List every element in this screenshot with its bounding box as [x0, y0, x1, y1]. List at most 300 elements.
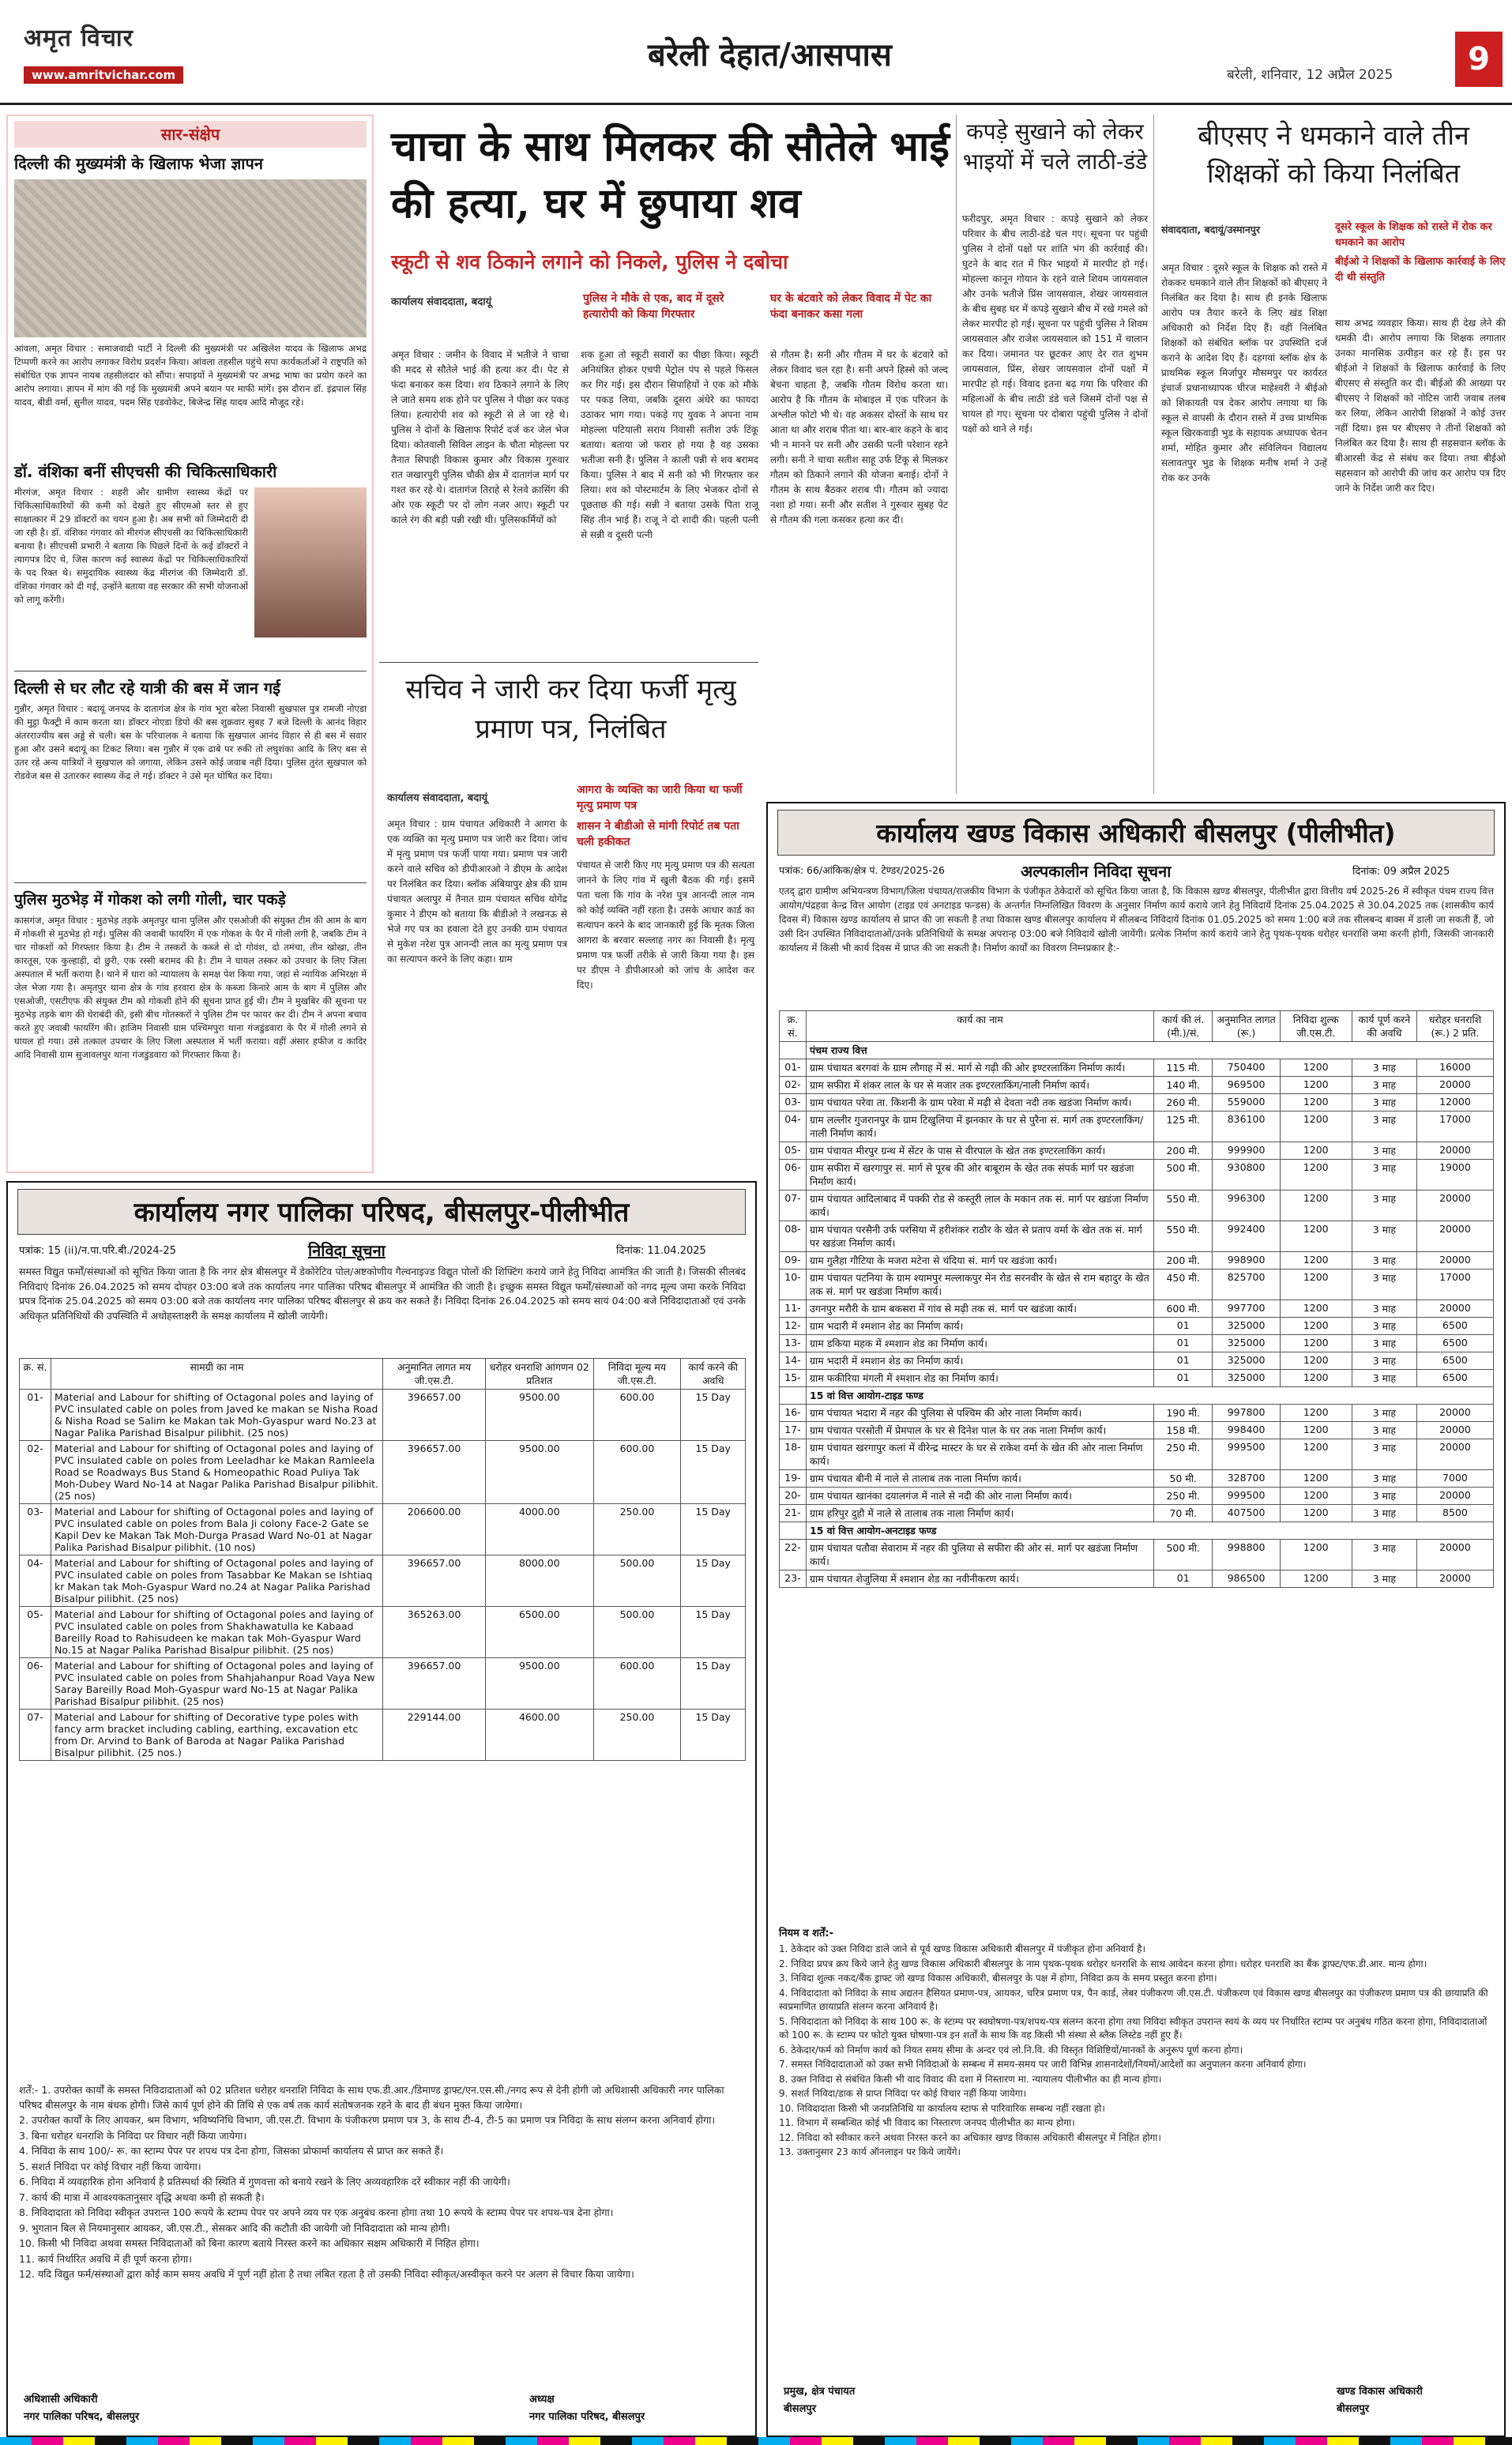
table-cell: 1200: [1280, 1488, 1352, 1505]
table-cell: 07-: [20, 1710, 51, 1761]
table-cell: 11-: [780, 1300, 807, 1318]
table-cell: 325000: [1213, 1370, 1280, 1387]
table-cell: ग्राम पंचायत पटनिया के ग्राम श्यामपुर मल्लाकपुर मेन रोड सरनवीर के खेत से राम बहादुर के खेत तक सं. मार्ग पर खडंजा निर्माण कार्य।: [807, 1270, 1154, 1300]
table-cell: 21-: [780, 1505, 807, 1522]
kapde-body: फरीदपुर, अमृत विचार : कपड़े सुखाने को लेकर परिवार के बीच लाठी-डंडे चल गए। सूचना पर पहुंची पुलिस ने दोनों पक्षों पर शांति भंग की कार्रवाई की। घुटने के बाद रात में फिर भाइयों में मारपीट हो गई। मोहल्ला कानून गोयान के रहने वाले शिवम जायसवाल और उनके भतीजे प्रिंस जायसवाल, शेखर जायसवाल के बीच सुबह घर में कपड़े सुखाने बीच में रखे गमले को लेकर मारपीट हो गई। सूचना पर पहुंची पुलिस ने शिवम जायसवाल और राजेश जायसवाल को 151 में चालान कर दिया। जमानत पर छूटकर आए देर रात शुभम जायसवाल, प्रिंस, शेखर जायसवाल दोनों पक्षों में मारपीट हो गई। विवाद इतना बढ़ गया कि परिवार की महिलाओं के बीच लाठी डंडे चले जिसमें दोनों पक्ष से घायल हो गए। सूचना पर दोबारा पहुंची पुलिस ने दोनों पक्षों को थाने ले गई।: [962, 213, 1148, 434]
page-number: 9: [1455, 32, 1503, 87]
table-cell: 1200: [1280, 1505, 1352, 1522]
brief-1-body: आंवला, अमृत विचार : समाजवादी पार्टी ने दिल्ली की मुख्यमंत्री पर अखिलेश यादव के खिलाफ अभद्र टिप्पणी करने का आरोप लगाकर विरोध प्रदर्शन किया। आंवला तहसील पहुंचे सपा कार्यकर्ताओं ने राष्ट्रपति को संबोधित एक ज्ञापन नायब तहसीलदार को सौंपा। सपाइयों ने मुख्यमंत्री पर अभद्र भाषा का प्रयोग करने का आरोप लगाया। ज्ञापन में मांग की गई कि मुख्यमंत्री अपने बयान पर माफी मांगें। इस दौरान डॉ. इंद्रपाल सिंह यादव, बीडी वर्मा, सुनील यादव, पदम सिंह एडवोकेट, बिजेन्द्र सिंह यादव आदि मौजूद रहे।: [14, 343, 367, 408]
table-cell: 1200: [1280, 1405, 1352, 1422]
np-title: निविदा सूचना: [308, 1241, 386, 1260]
column-divider: [1153, 115, 1154, 794]
table-cell: 6500.00: [486, 1607, 593, 1658]
bdo-table-row: [780, 1112, 1494, 1142]
main-headline-text: चाचा के साथ मिलकर की सौतेले भाई की हत्या, घर में छुपाया शव: [391, 122, 950, 228]
table-cell: ग्राम भदारी में श्मशान शेड का निर्माण कार्य।: [807, 1318, 1154, 1335]
table-cell: 18-: [780, 1439, 807, 1470]
table-cell: 16-: [780, 1405, 807, 1422]
table-cell: 450 मी.: [1154, 1270, 1213, 1300]
sachiv-col-2: पंचायत से जारी किए गए मृत्यु प्रमाण पत्र की सत्यता जानने के लिए गांव में खुली बैठक की गई। इसमें पता चला कि गांव के नरेश पुत्र आनन्दी लाल नाम को कोई व्यक्ति नहीं रहता है। उसके आधार कार्ड का सत्यापन करने के बाद जानकारी हुई कि मृतक जिला आगरा के बरवार सल्लाह नगर का निवासी है। मृत्यु प्रमाण पत्र फर्जी तरीके से जारी किया गया है। इस पर डीएम ने डीपीआरओ को जांच के आदेश कर दिए।: [577, 860, 754, 991]
np-date: दिनांक: 11.04.2025: [616, 1245, 706, 1257]
brand-url[interactable]: www.amritvichar.com: [24, 66, 183, 84]
table-cell: 04-: [20, 1555, 51, 1607]
table-cell: ग्राम हरिपुर दुहौ में नाले से तालाब तक नाला निर्माण कार्य।: [807, 1505, 1154, 1522]
table-cell: 06-: [780, 1160, 807, 1191]
condition-item: 5. निविदादाता को निविदा के साथ 100 रू. के स्टाम्प पर स्वघोषणा-पत्र/शपथ-पत्र संलग्न करना होगा तथा निविदा स्वीकृत उपरान्त स्वयं के व्यय पर निर्धारित स्टाम्प पर अनुबंध गठित करना होगा, निविदादाताओं को 100 रू. के स्टाम्प पर फोटो युक्त घोषणा-पत्र इन शर्तों के साथ कि वह किसी भी संस्था से ब्लैक लिस्टेड नहीं हुए हैं।: [779, 2015, 1488, 2041]
np-th-fee: निविदा मूल्य मय जी.एस.टी.: [593, 1359, 681, 1390]
table-cell: 250 मी.: [1154, 1439, 1213, 1470]
np-intro: समस्त विद्युत फर्मों/संस्थाओं को सूचित किया जाता है कि नगर क्षेत्र बीसलपुर में डेकोरेटिव पोल/अष्टकोणीय गैल्वनाइज्ड विद्युत पोलों की शिफ्टिंग कराये जाने हेतु निविदा आमंत्रित की जाती है। जिसकी सीलबंद निविदाएं दिनांक 26.04.2025 को समय दोपहर 03:00 बजे तक कार्यालय नगर पालिका परिषद बीसलपुर में आमंत्रित की जाती है। इच्छुक समस्त विद्युत फर्मों/संस्थाओं को नगद मूल्य जमा करके निविदा प्रपत्र दिनांक 25.04.2025 को समय 03:00 बजे तक कार्यालय नगर पालिका परिषद बीसलपुर से क्रय कर सकते हैं। निविदा दिनांक 26.04.2025 को समय सायं 04:00 बजे निविदादाताओं एवं उनके अधिकृत प्रतिनिधियों की उपस्थिति में अधोहस्ताक्षरी के समक्ष कार्यालय में खोली जायेगी।: [19, 1266, 746, 1322]
bdo-table-row: [780, 1094, 1494, 1112]
table-group-row: [780, 1042, 1494, 1059]
table-cell: 6500: [1416, 1370, 1493, 1387]
dateline: बरेली, शनिवार, 12 अप्रैल 2025: [1227, 67, 1394, 83]
sachiv-highlight-1: आगरा के व्यक्ति का जारी किया था फर्जी मृत्यु प्रमाण पत्र: [577, 784, 743, 812]
table-cell: 407500: [1213, 1505, 1280, 1522]
table-cell: 20000: [1416, 1252, 1493, 1270]
bdo-sign-left-office: बीसलपुर: [784, 2403, 817, 2415]
bdo-patrank: पत्रांक: 66/आंकिक/क्षेत्र पं. टेण्डर/2025-26: [779, 864, 945, 876]
table-cell: 05-: [20, 1607, 51, 1658]
nagar-palika-tender-notice: [6, 1181, 757, 2437]
masthead-rule: [0, 103, 1512, 105]
brief-2-body: मीरगंज, अमृत विचार : शहरी और ग्रामीण स्वास्थ्य केंद्रों पर चिकित्साधिकारियों की कमी को देखते हुए सीएमओ स्तर से हुए साक्षात्कार में 29 डॉक्टरों का चयन हुआ है। अब सभी को जिम्मेदारी दी जा रही है। डॉ. वंशिका गंगवार को मीरगंज सीएचसी का चिकित्साधिकारी बनाया है। सीएचसी प्रभारी ने बताया कि पिछले दिनों के कई डॉक्टरों ने त्यागपत्र दिए थे, जिस कारण कई स्वास्थ्य केंद्रों पर चिकित्साधिकारियों के पद रिक्त थे। समुदायिक स्वास्थ्य केंद्र मीरगंज की जिम्मेदारी डॉ. वंशिका गंगवार को दी गई, उन्होंने बताया वह सरकार की सभी योजनाओं को लागू करेंगी।: [14, 487, 248, 605]
table-cell: 825700: [1213, 1270, 1280, 1300]
table-cell: ग्राम पंचायत परेवा ता. किशनी के ग्राम परेवा में मढ़ी से देवता नदी तक खडंजा निर्माण कार्य।: [807, 1094, 1154, 1112]
np-th-emd: धरोहर धनराशि आंगणन 02 प्रतिशत: [486, 1359, 593, 1390]
table-cell: 200 मी.: [1154, 1142, 1213, 1160]
table-cell: 992400: [1213, 1221, 1280, 1252]
table-cell: 365263.00: [383, 1607, 486, 1658]
bdo-table-row: [780, 1405, 1494, 1422]
table-cell: 836100: [1213, 1112, 1280, 1142]
table-cell: 4000.00: [486, 1504, 593, 1555]
section-title: बरेली देहात/आसपास: [648, 36, 892, 73]
table-cell: 22-: [780, 1540, 807, 1570]
table-cell: [780, 1042, 807, 1059]
condition-item: 9. भुगतान बिल से नियमानुसार आयकर, जी.एस.टी., सेसकर आदि की कटौती की जायेगी जो निविदादाता को मान्य होगी।: [19, 2221, 450, 2234]
table-cell: 15-: [780, 1370, 807, 1387]
table-cell: ग्राम भदारी में श्मशान शेड का निर्माण कार्य।: [807, 1352, 1154, 1370]
table-cell: 200 मी.: [1154, 1252, 1213, 1270]
bdo-table-row: [780, 1252, 1494, 1270]
table-cell: 500.00: [593, 1555, 681, 1607]
table-cell: 600.00: [593, 1441, 681, 1504]
condition-item: 13. उक्तानुसार 23 कार्य ऑनलाइन पर किये जायेंगे।: [779, 2146, 961, 2157]
table-cell: 20000: [1416, 1142, 1493, 1160]
table-cell: 969500: [1213, 1077, 1280, 1094]
table-cell: 3 माह: [1352, 1270, 1416, 1300]
table-cell: 3 माह: [1352, 1488, 1416, 1505]
table-cell: 17000: [1416, 1270, 1493, 1300]
table-cell: 20000: [1416, 1300, 1493, 1318]
protest-group-photo: [14, 179, 367, 337]
table-cell: 13-: [780, 1335, 807, 1352]
bdo-table-row: [780, 1318, 1494, 1335]
table-cell: Material and Labour for shifting of Octagonal poles and laying of PVC insulated cable on poles from Javed ke makan se Nisha Road & Nisha Road se Salim ke Makan tak Moh-Gyaspur ward No.23 at Nagar Palika Parishad Bisalpur pilibhit. (25 nos): [51, 1390, 383, 1441]
table-cell: 500 मी.: [1154, 1540, 1213, 1570]
table-cell: Material and Labour for shifting of Decorative type poles with fancy arm bracket including cabling, earthing, excavation etc from Dr. Arvind to Bank of Baroda at Nagar Palika Parishad Bisalpur pilibhit. (25 nos.): [51, 1710, 383, 1761]
table-cell: 396657.00: [383, 1555, 486, 1607]
np-sign-left-office: नगर पालिका परिषद, बीसलपुर: [24, 2411, 140, 2423]
np-table-row: [20, 1658, 746, 1710]
table-cell: 140 मी.: [1154, 1077, 1213, 1094]
table-cell: Material and Labour for shifting of Octagonal poles and laying of PVC insulated cable on poles from Tasabbar Ke Makan se Ishtiaq kr Makan tak Moh-Gyaspur Ward no.24 at Nagar Palika Parishad Bisalpur pilibhit. (25 nos): [51, 1555, 383, 1607]
bdo-table-row: [780, 1505, 1494, 1522]
table-cell: 9500.00: [486, 1390, 593, 1441]
table-cell: 3 माह: [1352, 1221, 1416, 1252]
bdo-table-row: [780, 1335, 1494, 1352]
table-cell: 3 माह: [1352, 1300, 1416, 1318]
bdo-date: दिनांक: 09 अप्रैल 2025: [1352, 866, 1450, 878]
table-cell: ग्राम पंचायत मीरपुर ग्रन्थ में सेंटर के पास से वीरपाल के खेत तक इण्टरलाकिंग कार्य।: [807, 1142, 1154, 1160]
table-cell: 15 Day: [681, 1658, 746, 1710]
bdo-table-header-row: [780, 1011, 1494, 1042]
table-cell: 3 माह: [1352, 1439, 1416, 1470]
table-cell: 20000: [1416, 1540, 1493, 1570]
main-subhead: स्कूटी से शव ठिकाने लगाने को निकले, पुलिस ने दबोचा: [391, 250, 788, 273]
table-cell: 08-: [780, 1221, 807, 1252]
bdo-intro: एतद् द्वारा ग्रामीण अभियन्त्रण विभाग/जिला पंचायत/राजकीय विभाग के पंजीकृत ठेकेदारों को सूचित किया जाता है, कि विकास खण्ड बीसलपुर, पीलीभीत द्वारा वित्तीय वर्ष 2025-26 में स्वीकृत पंचम राज्य वित्त आयोग/पंद्रहवा केन्द्र वित्त आयोग (टाइड एवं अनटाइड फन्डस) के अन्तर्गत निम्नलिखित विवरण के अनुसार निर्माण कार्य कराये जाने हेतु निविदायें दिनांक 25.04.2025 से 30.04.2025 तक (शासकीय कार्य दिवस में) विकास खण्ड कार्यालय से प्राप्त की जा सकती है तथा विकास खण्ड बीसलपुर कार्यालय में सीलबन्द निविदायें दिनांक 01.05.2025 को समय 1:00 बजे तक सीलबन्द बाक्स में डाली जा सकती हैं, जो उसी दिन उपस्थित निविदादाताओं/उनके प्रतिनिधियों के समक्ष अपरान्ह 03:00 बजे निविदायें खोली जायेंगी। प्रत्येक निर्माण कार्य कराये जाने हेतु पृथक-पृथक धरोहर धनराशि जमा करनी होगी, जिसकी जानकारी कार्यालय में किसी भी कार्य दिवस में प्राप्त की जा सकती है। निर्माण कार्यों का विवरण निम्नप्रकार है:-: [779, 886, 1494, 954]
np-table-row: [20, 1607, 746, 1658]
table-cell: ग्राम सफीरा में खरगापुर सं. मार्ग से पूरब की ओर बाबूराम के खेत तक संपर्क मार्ग पर खडंजा निर्माण कार्य।: [807, 1160, 1154, 1191]
table-cell: 600.00: [593, 1390, 681, 1441]
condition-item: 2. निविदा प्रपत्र क्रय किये जाने हेतु खण्ड विकास अधिकारी बीसलपुर के नाम पृथक-पृथक धरोहर धनराशि के साथ आवेदन करना होगा। धरोहर धनराशि का बैंक ड्राफ्ट/एफ.डी.आर. मान्य होगा।: [779, 1958, 1427, 1969]
table-cell: ग्राम पंचायत परसोती में प्रेमपाल के घर से दिनेश पाल के घर तक नाला निर्माण कार्य।: [807, 1422, 1154, 1439]
table-cell: 8000.00: [486, 1555, 593, 1607]
column-divider: [956, 115, 957, 794]
table-cell: 3 माह: [1352, 1160, 1416, 1191]
table-cell: ग्राम लल्लीर गुजरानपुर के ग्राम टिखुलिया में झनकार के घर से पुरैना सं. मार्ग तक इण्टरलाकिंग/नाली निर्माण कार्य।: [807, 1112, 1154, 1142]
bdo-table-row: [780, 1422, 1494, 1439]
table-cell: 03-: [20, 1504, 51, 1555]
table-cell: ग्राम फकीरिया मंगली में श्मशान शेड का निर्माण कार्य।: [807, 1370, 1154, 1387]
table-cell: 1200: [1280, 1300, 1352, 1318]
bdo-table-row: [780, 1352, 1494, 1370]
table-cell: 1200: [1280, 1252, 1352, 1270]
table-cell: 20000: [1416, 1570, 1493, 1588]
table-cell: 6500: [1416, 1318, 1493, 1335]
bdo-table-row: [780, 1370, 1494, 1387]
table-cell: 998800: [1213, 1540, 1280, 1570]
masthead: [0, 0, 1512, 101]
table-cell: 7000: [1416, 1470, 1493, 1488]
bdo-tender-table: [779, 1010, 1494, 1588]
table-cell: Material and Labour for shifting of Octagonal poles and laying of PVC insulated cable on poles from Shakhawatulla ke Kabaad Bareilly Road to Rahisudeen ke makan tak Moh-Gyaspur Ward No.15 at Nagar Palika Parishad Bisalpur pilibhit. (25 nos): [51, 1607, 383, 1658]
table-cell: उगनपुर मरौरी के ग्राम बकसरा में गांव से मढ़ी तक सं. मार्ग पर खडंजा कार्य।: [807, 1300, 1154, 1318]
table-cell: 20000: [1416, 1077, 1493, 1094]
bdo-sign-right-office: बीसलपुर: [1337, 2403, 1370, 2415]
table-cell: 01: [1154, 1570, 1213, 1588]
main-highlight-1: पुलिस ने मौके से एक, बाद में दूसरे हत्यारोपी को किया गिरफ्तार: [583, 292, 724, 321]
table-cell: 3 माह: [1352, 1077, 1416, 1094]
table-cell: 3 माह: [1352, 1470, 1416, 1488]
bdo-table-row: [780, 1160, 1494, 1191]
table-cell: ग्राम सफीरा में शंकर लाल के घर से मजार तक इण्टरलाकिंग/नाली निर्माण कार्य।: [807, 1077, 1154, 1094]
condition-item: 3. निविदा शुल्क नकद/बैंक ड्राफ्ट जो खण्ड विकास अधिकारी, बीसलपुर के पक्ष में होगा, निविदा क्रय के समय प्रस्तुत करना होगा।: [779, 1973, 1217, 1984]
bdo-th-work: कार्य का नाम: [807, 1011, 1154, 1042]
brief-1-headline: दिल्ली की मुख्यमंत्री के खिलाफ भेजा ज्ञापन: [14, 154, 263, 173]
condition-item: शर्तें:- 1. उपरोक्त कार्यों के समस्त निविदादाताओं को 02 प्रतिशत धरोहर धनराशि निविदा के साथ एफ.डी.आर./डिमाण्ड ड्राफ्ट/एन.एस.सी./नगद रूप से देनी होगी जो अधिशासी अधिकारी नगर पालिका परिषद बीसलपुर के नाम बंधक होगी। जिसे कार्य पूर्ण होने की तिथि से एक वर्ष तक कार्य संतोषजनक रहने के बाद ही बंधन मुक्त किया जायेगा।: [19, 2084, 724, 2111]
table-cell: 1200: [1280, 1540, 1352, 1570]
np-table-body: [20, 1390, 746, 1761]
divider: [379, 662, 758, 663]
table-cell: 250.00: [593, 1504, 681, 1555]
main-highlight-2: घर के बंटवारे को लेकर विवाद में पेट का फंदा बनाकर कसा गला: [770, 292, 932, 321]
brief-4-headline: पुलिस मुठभेड़ में गोकश को लगी गोली, चार पकड़े: [14, 891, 286, 908]
table-cell: 115 मी.: [1154, 1059, 1213, 1077]
table-cell: 15 Day: [681, 1390, 746, 1441]
table-cell: 229144.00: [383, 1710, 486, 1761]
main-byline: कार्यालय संवाददाता, बदायूं: [391, 296, 492, 308]
bdo-table-row: [780, 1059, 1494, 1077]
bdo-table-row: [780, 1570, 1494, 1588]
table-cell: 3 माह: [1352, 1505, 1416, 1522]
table-cell: 997800: [1213, 1405, 1280, 1422]
table-cell: 3 माह: [1352, 1112, 1416, 1142]
table-cell: 9500.00: [486, 1441, 593, 1504]
table-cell: Material and Labour for shifting of Octagonal poles and laying of PVC insulated cable on poles from Shahjahanpur Road Vaya New Saray Bareilly Road Moh-Gyaspur ward No-15 at Nagar Palika Parishad Bisalpur pilibhit. (25 nos): [51, 1658, 383, 1710]
bdo-conditions-title: नियम व शर्तें:-: [779, 1928, 834, 1939]
table-cell: 6500: [1416, 1335, 1493, 1352]
table-cell: 10-: [780, 1270, 807, 1300]
bdo-sign-right-title: खण्ड विकास अधिकारी: [1337, 2386, 1423, 2398]
table-group-row: [780, 1522, 1494, 1540]
table-cell: 3 माह: [1352, 1540, 1416, 1570]
np-patrank: पत्रांक: 15 (ii)/न.पा.परि.बी./2024-25: [19, 1245, 176, 1257]
condition-item: 5. सशर्त निविदा पर कोई विचार नहीं किया जायेगा।: [19, 2160, 201, 2172]
brief-label: सार-संक्षेप: [14, 121, 367, 148]
table-cell: 325000: [1213, 1352, 1280, 1370]
condition-item: 3. बिना धरोहर धनराशि के निविदा पर विचार नहीं किया जायेगा।: [19, 2129, 247, 2142]
condition-item: 8. उक्त निविदा से संबंधित किसी भी वाद विवाद की दशा में निस्तारण मा. न्यायालय पीलीभीत का ही मान्य होगा।: [779, 2073, 1162, 2085]
bdo-sign-left-title: प्रमुख, क्षेत्र पंचायत: [784, 2386, 856, 2398]
table-cell: 396657.00: [383, 1658, 486, 1710]
table-cell: 15 Day: [681, 1555, 746, 1607]
table-cell: [780, 1387, 807, 1405]
sachiv-headline: सचिव ने जारी कर दिया फर्जी मृत्यु प्रमाण पत्र, निलंबित: [405, 674, 736, 745]
sachiv-byline: कार्यालय संवाददाता, बदायूं: [387, 792, 488, 804]
main-story-col-2: शक हुआ तो स्कूटी सवारों का पीछा किया। स्कूटी अनियंत्रित होकर एचपी पेट्रोल पंप से पहले फिसल कर गिर गई। इस दौरान सिपाहियों ने एक को मौके पर पकड़ लिया, जबकि दूसरा अंधेरे का फायदा उठाकर भाग गया। पकड़े गए युवक ने अपना नाम मोहल्ला पटियाली सराय निवासी सतीश उर्फ टिंकू बताया। बताया जो फरार हो गया है वह उसका भतीजा सनी है। पुलिस ने काली पन्नी से शव बरामद किया। पुलिस ने बाद में सनी को भी गिरफ्तार कर लिया। शव को पोस्टमार्टम के लिए भेजकर दोनों से पूछताछ की गई। सन्नी ने बताया उसके पिता राजू सिंह तीन भाई हैं। राजू ने दो शादी की। पहली पत्नी से सन्नी व दूसरी पत्नी: [581, 349, 758, 540]
table-cell: 998900: [1213, 1252, 1280, 1270]
table-cell: 1200: [1280, 1112, 1352, 1142]
table-cell: 3 माह: [1352, 1191, 1416, 1221]
table-cell: 1200: [1280, 1439, 1352, 1470]
table-cell: 930800: [1213, 1160, 1280, 1191]
table-cell: ग्राम पंचायत परसैनी उर्फ परसिया में हरीशंकर राठौर के खेत से प्रताप वर्मा के खेत तक सं. मार्ग पर खडंजा निर्माण कार्य।: [807, 1221, 1154, 1252]
table-cell: ग्राम डकिया महक में श्मशान शेड का निर्माण कार्य।: [807, 1335, 1154, 1352]
table-cell: 3 माह: [1352, 1422, 1416, 1439]
table-cell: 01: [1154, 1318, 1213, 1335]
table-cell: 20000: [1416, 1405, 1493, 1422]
condition-item: 1. ठेकेदार को उक्त निविदा डाले जाने से पूर्व खण्ड विकास अधिकारी बीसलपुर में पंजीकृत होना अनिवार्य है।: [779, 1943, 1145, 1954]
condition-item: 6. ठेकेदार/फर्म को निर्माण कार्य को नियत समय सीमा के अन्दर एवं लो.नि.वि. की विस्तृत विशिष्टियों/मानकों के अनुरूप पूर्ण करना होगा।: [779, 2044, 1243, 2056]
table-cell: 20000: [1416, 1191, 1493, 1221]
table-cell: 999500: [1213, 1488, 1280, 1505]
table-cell: ग्राम पंचायत बीनी में नाले से तालाब तक नाला निर्माण कार्य।: [807, 1470, 1154, 1488]
table-cell: 1200: [1280, 1160, 1352, 1191]
table-cell: 20-: [780, 1488, 807, 1505]
table-cell: ग्राम पंचायत बरगवां के ग्राम लौगाह में सं. मार्ग से गढ़ी की ओर इण्टरलाकिंग निर्माण कार्य।: [807, 1059, 1154, 1077]
bdo-table-row: [780, 1300, 1494, 1318]
table-cell: 70 मी.: [1154, 1505, 1213, 1522]
table-cell: 02-: [20, 1441, 51, 1504]
condition-item: 6. निविदा में व्यवहारिक होना अनिवार्य है प्रतिस्पर्धा की स्थिति में गुणवत्ता को बनाये रखने के लिए अव्यवहारिक दरें स्वीकार नहीं की जायेगी।: [19, 2176, 510, 2187]
bdo-table-row: [780, 1439, 1494, 1470]
table-cell: 1200: [1280, 1570, 1352, 1588]
table-cell: 999900: [1213, 1142, 1280, 1160]
table-cell: 4600.00: [486, 1710, 593, 1761]
table-cell: 1200: [1280, 1077, 1352, 1094]
table-cell: 325000: [1213, 1318, 1280, 1335]
table-cell: 01: [1154, 1335, 1213, 1352]
table-cell: 19-: [780, 1470, 807, 1488]
table-cell: 1200: [1280, 1470, 1352, 1488]
bdo-th-fee: निविदा शुल्क जी.एस.टी.: [1280, 1011, 1352, 1042]
table-cell: 3 माह: [1352, 1142, 1416, 1160]
table-cell: 250.00: [593, 1710, 681, 1761]
np-th-sn: क्र. सं.: [20, 1359, 51, 1390]
table-cell: 01-: [20, 1390, 51, 1441]
np-table-row: [20, 1555, 746, 1607]
table-cell: 19000: [1416, 1160, 1493, 1191]
condition-item: 11. विभाग में सम्बन्धित कोई भी विवाद का निस्तारण जनपद पीलीभीत का मान्य होगा।: [779, 2117, 1075, 2128]
table-cell: 23-: [780, 1570, 807, 1588]
bsa-highlight-2: बीईओ ने शिक्षकों के खिलाफ कार्रवाई के लिए दी थी संस्तुति: [1335, 256, 1506, 284]
table-cell: 559000: [1213, 1094, 1280, 1112]
bdo-tender-banner: कार्यालय खण्ड विकास अधिकारी बीसलपुर (पीलीभीत): [777, 810, 1495, 856]
table-group-label: पंचम राज्य वित्त: [807, 1042, 1494, 1059]
table-cell: ग्राम पंचायत पतौवा सेवाराम में नहर की पुलिया से सफीरा की ओर सं. मार्ग पर खडंजा निर्माण कार्य।: [807, 1540, 1154, 1570]
condition-item: 4. निविदादाता को निविदा के साथ अद्यतन हैसियत प्रमाण-पत्र, आयकर, चरित्र प्रमाण पत्र, पैन कार्ड, लेबर पंजीकरण जी.एस.टी. पंजीकरण एवं विकास खण्ड बीसलपुर का पंजीकरण प्रमाण पत्र की छायाप्रति की स्वप्रमाणित छायाप्रति संलग्न करना अनिवार्य है।: [779, 1987, 1488, 2012]
main-story-col-1: अमृत विचार : जमीन के विवाद में भतीजे ने चाचा की मदद से सौतेले भाई की हत्या कर दी। पेट से फंदा बनाकर कस दिया। शव ठिकाने लगाने के लिए ले जाते समय शक होने पर पुलिस ने पीछा कर पकड़ लिया। हत्यारोपी शव को स्कूटी से ले जा रहे थे। पुलिस ने दोनों के खिलाफ रिपोर्ट दर्ज कर जेल भेज दिया। कोतवाली सिविल लाइन के चौता मोहल्ला पर तैनात सिपाही विकास कुमार और विकास गुरुवार रात जखारपुरी पुलिस चौकी क्षेत्र में दातागंज मार्ग पर गश्त कर रहे थे। दातागंज तिराहे से रेलवे क्रासिंग की ओर एक स्कूटी पर दो लोग नजर आए। स्कूटी पर काले रंग की बड़ी पन्नी रखी थी। पुलिसकर्मियों को: [391, 349, 569, 525]
bdo-table-row: [780, 1221, 1494, 1252]
kapde-headline: कपड़े सुखाने को लेकर भाइयों में चले लाठी-डंडे: [962, 118, 1148, 175]
table-cell: 206600.00: [383, 1504, 486, 1555]
bsa-headline: बीएसए ने धमकाने वाले तीन शिक्षकों को किया निलंबित: [1198, 120, 1469, 190]
bdo-tender-notice: [766, 802, 1506, 2437]
doctor-portrait-photo: [254, 487, 367, 638]
table-cell: 125 मी.: [1154, 1112, 1213, 1142]
news-brief-column: [6, 115, 374, 1173]
table-cell: 600.00: [593, 1658, 681, 1710]
bdo-table-row: [780, 1470, 1494, 1488]
np-table-row: [20, 1390, 746, 1441]
brand-name: अमृत विचार: [24, 24, 134, 52]
table-cell: 3 माह: [1352, 1370, 1416, 1387]
table-cell: 20000: [1416, 1439, 1493, 1470]
bdo-th-emd: धरोहर धनराशि (रू.) 2 प्रति.: [1416, 1011, 1493, 1042]
bdo-th-period: कार्य पूर्ण करने की अवधि: [1352, 1011, 1416, 1042]
np-table-row: [20, 1441, 746, 1504]
table-cell: 17000: [1416, 1112, 1493, 1142]
bdo-table-body: [780, 1042, 1494, 1588]
table-cell: 500.00: [593, 1607, 681, 1658]
bdo-table-row: [780, 1142, 1494, 1160]
np-th-cost: अनुमानित लागत मय जी.एस.टी.: [383, 1359, 486, 1390]
bdo-table-row: [780, 1077, 1494, 1094]
table-cell: 01: [1154, 1370, 1213, 1387]
table-cell: 1200: [1280, 1059, 1352, 1077]
table-cell: 15 Day: [681, 1504, 746, 1555]
table-cell: 6500: [1416, 1352, 1493, 1370]
table-cell: 15 Day: [681, 1607, 746, 1658]
np-sign-right-title: अध्यक्ष: [529, 2394, 555, 2406]
table-cell: 1200: [1280, 1318, 1352, 1335]
table-cell: 17-: [780, 1422, 807, 1439]
np-tender-table: [19, 1358, 746, 1761]
table-cell: 986500: [1213, 1570, 1280, 1588]
table-cell: 396657.00: [383, 1390, 486, 1441]
table-cell: 01-: [780, 1059, 807, 1077]
table-cell: ग्राम पंचायत खरगापुर कलां में वीरेन्द्र मास्टर के घर से राकेश वर्मा के खेत की ओर नाला निर्माण कार्य।: [807, 1439, 1154, 1470]
bdo-conditions: [779, 1943, 1494, 2161]
table-cell: Material and Labour for shifting of Octagonal poles and laying of PVC insulated cable on poles from Leeladhar ke Makan Ramleela Road se Roadways Bus Stand & Homeopathic Road Puliya Tak Moh-Dubey Ward No-14 at Nagar Palika Parishad Bisalpur pilibhit. (25 nos): [51, 1441, 383, 1504]
bdo-th-length: कार्य की लं. (मी.)/सं.: [1154, 1011, 1213, 1042]
table-group-label: 15 वां वित्त आयोग-अनटाइड फण्ड: [807, 1522, 1494, 1540]
table-cell: 9500.00: [486, 1658, 593, 1710]
bdo-th-cost: अनुमानित लागत (रू.): [1213, 1011, 1280, 1042]
table-cell: 550 मी.: [1154, 1191, 1213, 1221]
table-cell: 325000: [1213, 1335, 1280, 1352]
table-cell: ग्राम गुलैहा गौटिया के मजरा मटेना से चंदिया सं. मार्ग पर खडंजा कार्य।: [807, 1252, 1154, 1270]
table-cell: 250 मी.: [1154, 1488, 1213, 1505]
table-cell: ग्राम पंचायत शेजुलिया में श्मशान शेड का नवीनीकरण कार्य।: [807, 1570, 1154, 1588]
bsa-col-1: अमृत विचार : दूसरे स्कूल के शिक्षक को रास्ते में रोककर धमकाने वाले तीन शिक्षकों को बीएसए ने निलंबित कर दिया है। साथ ही इनके खिलाफ आरोप पत्र तैयार करने के लिए खंड शिक्षा अधिकारी को निर्देश दिए हैं। वहीं निलंबित शिक्षकों को संबंधित ब्लॉक पर उपस्थिति दर्ज कराने के आदेश दिए हैं। दहगवां ब्लॉक क्षेत्र के प्राथमिक स्कूल मिर्जापुर मौसमपुर पर कार्यरत इंचार्ज प्रधानाध्यापक धीरज माहेश्वरी ने बीईओ को शिकायती पत्र देकर आरोप लगाया था कि स्कूल से वापसी के दौरान रास्ते में उच्च प्राथमिक स्कूल खिरकवाड़ी भुड के सहायक अध्यापक चेतन शर्मा, मोहित कुमार और संविलियन विद्यालय सलावतपुर भुड के शिक्षक मनीष शर्मा ने उन्हें रोक कर उनके: [1161, 262, 1328, 483]
table-cell: 600 मी.: [1154, 1300, 1213, 1318]
bsa-highlight-1: दूसरे स्कूल के शिक्षक को रास्ते में रोक कर धमकाने का आरोप: [1335, 221, 1492, 249]
table-cell: 01: [1154, 1352, 1213, 1370]
table-cell: ग्राम पंचायत भदारा में नहर की पुलिया से पश्चिम की ओर नाला निर्माण कार्य।: [807, 1405, 1154, 1422]
np-conditions: [19, 2083, 746, 2283]
table-cell: 328700: [1213, 1470, 1280, 1488]
table-cell: [780, 1522, 807, 1540]
bsa-byline: संवाददाता, बदायूं/उस्मानपुर: [1161, 224, 1261, 235]
table-cell: 14-: [780, 1352, 807, 1370]
table-cell: 1200: [1280, 1221, 1352, 1252]
table-cell: 999500: [1213, 1439, 1280, 1470]
table-cell: 05-: [780, 1142, 807, 1160]
np-table-header-row: [20, 1359, 746, 1390]
table-cell: 1200: [1280, 1094, 1352, 1112]
table-cell: 3 माह: [1352, 1318, 1416, 1335]
table-cell: 04-: [780, 1112, 807, 1142]
table-cell: 20000: [1416, 1422, 1493, 1439]
np-sign-right-office: नगर पालिका परिषद, बीसलपुर: [529, 2411, 645, 2423]
table-cell: 260 मी.: [1154, 1094, 1213, 1112]
condition-item: 10. किसी भी निविदा अथवा समस्त निविदाताओं को बिना कारण बताये निरस्त करने का अधिकार सक्षम अधिकारी में निहित होगा।: [19, 2237, 480, 2249]
table-cell: 750400: [1213, 1059, 1280, 1077]
table-group-label: 15 वां वित्त आयोग-टाइड फण्ड: [807, 1387, 1494, 1405]
table-cell: 03-: [780, 1094, 807, 1112]
np-tender-banner: कार्यालय नगर पालिका परिषद, बीसलपुर-पीलीभीत: [17, 1189, 746, 1235]
condition-item: 7. समस्त निविदादाताओं को उक्त सभी निविदाओं के सम्बन्ध में समय-समय पर जारी विभिन्न शासनादेशों/नियमों/आदेशों का अनुपालन करना अनिवार्य होगा।: [779, 2059, 1307, 2070]
brief-2-headline: डॉ. वंशिका बनीं सीएचसी की चिकित्साधिकारी: [14, 462, 277, 481]
table-cell: 997700: [1213, 1300, 1280, 1318]
condition-item: 11. कार्य निर्धारित अवधि में ही पूर्ण करना होगा।: [19, 2252, 193, 2265]
sachiv-highlight-2: शासन ने बीडीओ से मांगी रिपोर्ट तब पता चली हकीकत: [577, 820, 739, 848]
bdo-table-row: [780, 1191, 1494, 1221]
table-cell: 07-: [780, 1191, 807, 1221]
np-th-period: कार्य करने की अवधि: [681, 1359, 746, 1390]
condition-item: 10. निविदादाता किसी भी जनप्रतिनिधि या कार्यालय स्टाफ से पारिवारिक सम्बन्ध नहीं रखता हो।: [779, 2102, 1105, 2114]
bdo-title: अल्पकालीन निविदा सूचना: [1021, 862, 1172, 881]
table-cell: 3 माह: [1352, 1352, 1416, 1370]
sachiv-col-1: अमृत विचार : ग्राम पंचायत अधिकारी ने आगरा के एक व्यक्ति का मृत्यु प्रमाण पत्र जारी कर दिया। जांच में मृत्यु प्रमाण पत्र फर्जी पाया गया। प्रमाण पत्र जारी करने वाले सचिव को डीपीआरओ ने डीएम के आदेश पर निलंबित कर दिया। ब्लॉक अंबियापुर क्षेत्र की ग्राम पंचायत अलापुर में तैनात ग्राम पंचायत सचिव योगेंद्र कुमार ने डीएम को बताया कि बीडीओ ने लखनऊ से भेजे गए पत्र का हवाला देते हुए उनकी ग्राम पंचायत से मुकेश नरेश पुत्र आनन्दी लाल का मृत्यु प्रमाण पत्र का सत्यापन करने के लिए कहा। ग्राम: [387, 818, 567, 965]
table-cell: 3 माह: [1352, 1570, 1416, 1588]
bsa-col-2: साथ अभद्र व्यवहार किया। साथ ही देख लेने की धमकी दी। आरोप लगाया कि शिक्षक लगातार उनका मानसिक उत्पीड़न कर रहे हैं। इस पर बीईओ ने शिक्षकों के खिलाफ कार्रवाई के लिए बीएसए से संस्तुति कर दी। बीईओ की आख्या पर बीएसए ने शिक्षकों को नोटिस जारी जवाब तलब कर लिया, लेकिन आरोपी शिक्षकों ने कोई उत्तर नहीं दिया। इस पर बीएसए ने तीनों शिक्षकों को निलंबित कर दिया है। साथ ही सहसवान ब्लॉक के बीआरसी केंद्र से संबंध कर दिया। तथा बीईओ सहसवान को आरोपी की जांच कर आरोप पत्र दिए जाने के निर्देश जारी कर दिए।: [1335, 318, 1506, 494]
table-cell: 12-: [780, 1318, 807, 1335]
